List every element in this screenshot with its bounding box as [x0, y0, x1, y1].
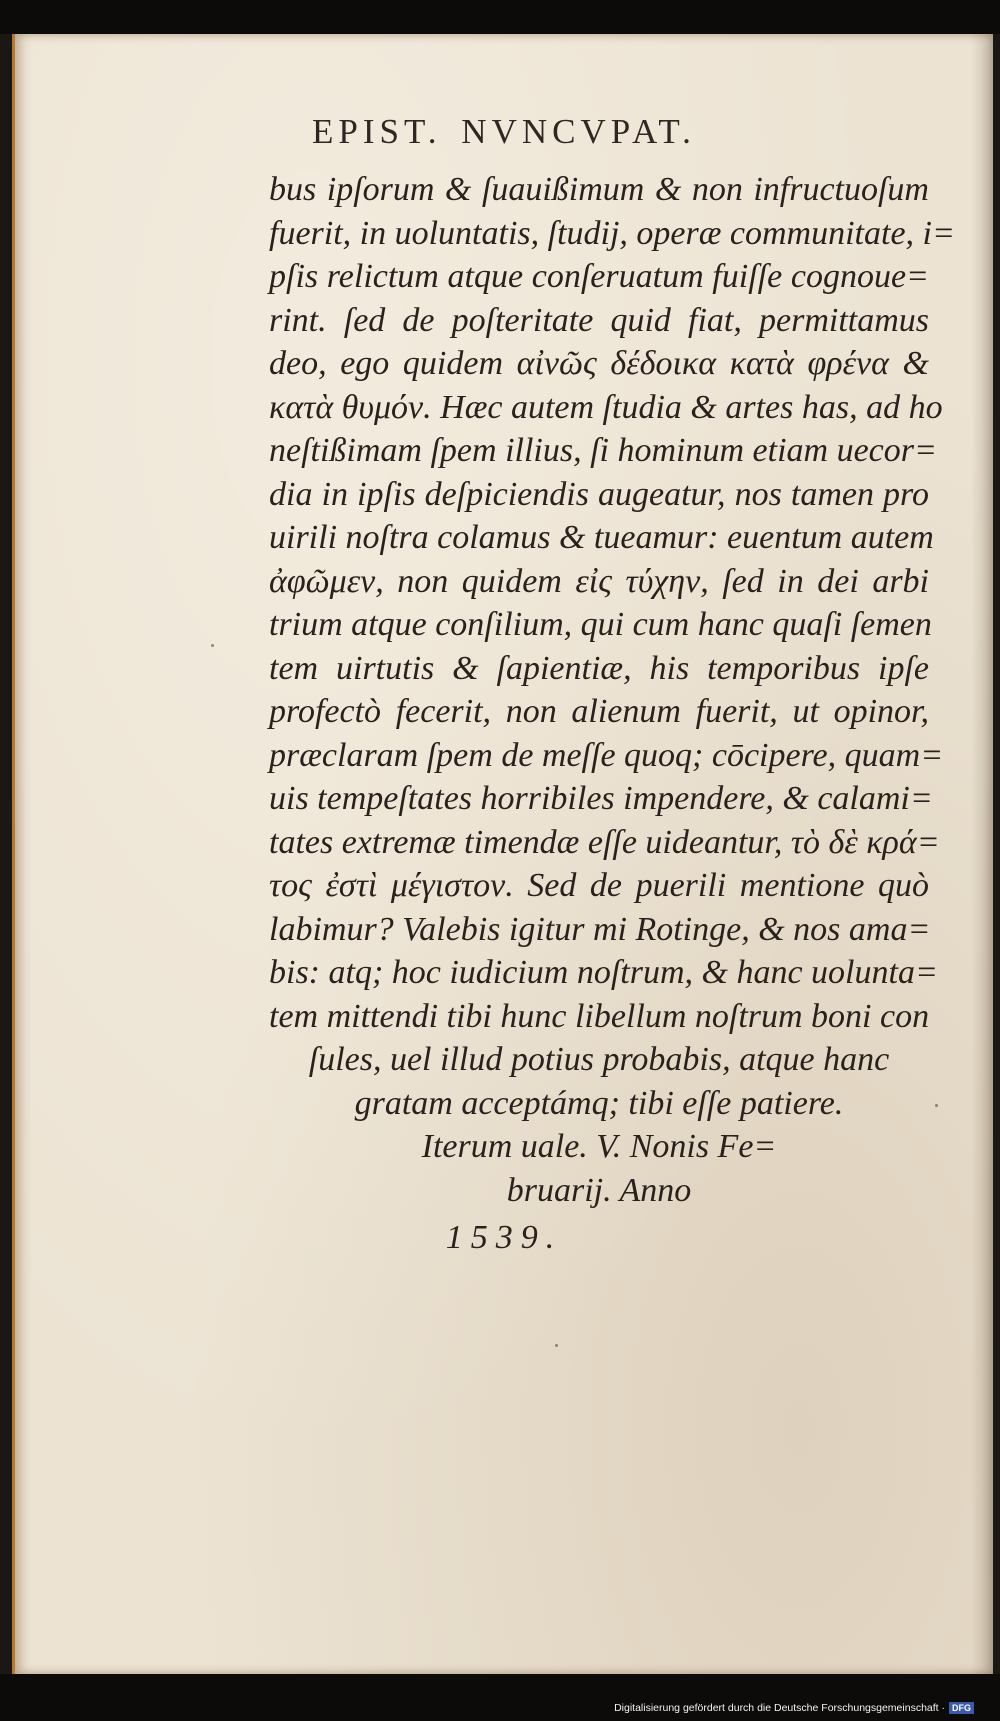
- text-line: τος ἐστὶ μέγιστον. Sed de puerili mentione quò: [269, 867, 929, 904]
- scan-top-border: [0, 0, 1000, 34]
- paper-speck: [555, 1344, 558, 1347]
- text-line: uirili noſtra colamus & tueamur: euentum autem: [269, 519, 934, 556]
- text-line: κατὰ θυμόν. Hæc autem ſtudia & artes has, ad ho: [269, 388, 943, 426]
- text-line: dia in ipſis deſpiciendis augeatur, nos tamen pro: [269, 475, 929, 513]
- text-line: uis tempeſtates horribiles impendere, & calami=: [269, 780, 933, 817]
- text-line: neſtißimam ſpem illius, ſi hominum etiam uecor=: [269, 432, 937, 469]
- text-line: deo, ego quidem αἰνῶς δέδοικα κατὰ φρένα &: [269, 345, 929, 382]
- funding-credit-text: Digitalisierung gefördert durch die Deutsche Forschungsgemeinschaft ·: [614, 1702, 945, 1714]
- funding-credit: [614, 1702, 974, 1714]
- closing-line: gratam acceptámq; tibi eſſe patiere.: [354, 1084, 844, 1122]
- text-line: rint. ſed de poſteritate quid fiat, permittamus: [269, 301, 929, 339]
- text-line: tates extremæ timendæ eſſe uideantur, τὸ δὲ κρά=: [269, 823, 940, 861]
- header-word-1: EPIST.: [312, 112, 442, 151]
- running-header: [15, 112, 993, 152]
- paper-speck: [211, 644, 214, 647]
- closing-line: Iterum uale. V. Nonis Fe=: [421, 1128, 777, 1165]
- text-line: tem uirtutis & ſapientiæ, his temporibus ipſe: [269, 649, 929, 687]
- text-line: tem mittendi tibi hunc libellum noſtrum boni con: [269, 997, 930, 1035]
- book-page: [12, 34, 993, 1674]
- text-line: ἀφῶμεν, non quidem εἰς τύχην, ſed in dei arbi: [269, 562, 929, 600]
- body-text: [269, 168, 955, 1212]
- closing-line: ſules, uel illud potius probabis, atque hanc: [308, 1041, 890, 1078]
- dfg-logo: DFG: [949, 1702, 974, 1714]
- header-word-2: NVNCVPAT.: [461, 112, 696, 151]
- text-line: præclaram ſpem de meſſe quoq; cōcipere, quam=: [269, 736, 944, 774]
- year-line: 1539.: [445, 1219, 563, 1256]
- text-line: fuerit, in uoluntatis, ſtudij, operæ communitate, i=: [269, 214, 955, 252]
- text-line: pſis relictum atque conſeruatum fuiſſe cognoue=: [269, 258, 929, 295]
- text-line: profectò fecerit, non alienum fuerit, ut opinor,: [269, 693, 929, 730]
- paper-speck: [935, 1104, 938, 1107]
- text-line: bus ipſorum & ſuauißimum & non infructuoſum: [269, 171, 929, 208]
- page-edge-shadow: [971, 34, 993, 1674]
- text-line: trium atque conſilium, qui cum hanc quaſi ſemen: [269, 606, 932, 643]
- text-line: labimur? Valebis igitur mi Rotinge, & nos ama=: [269, 910, 931, 948]
- text-line: bis: atq; hoc iudicium noſtrum, & hanc uolunta=: [269, 954, 938, 991]
- closing-line: bruarij. Anno: [506, 1171, 692, 1209]
